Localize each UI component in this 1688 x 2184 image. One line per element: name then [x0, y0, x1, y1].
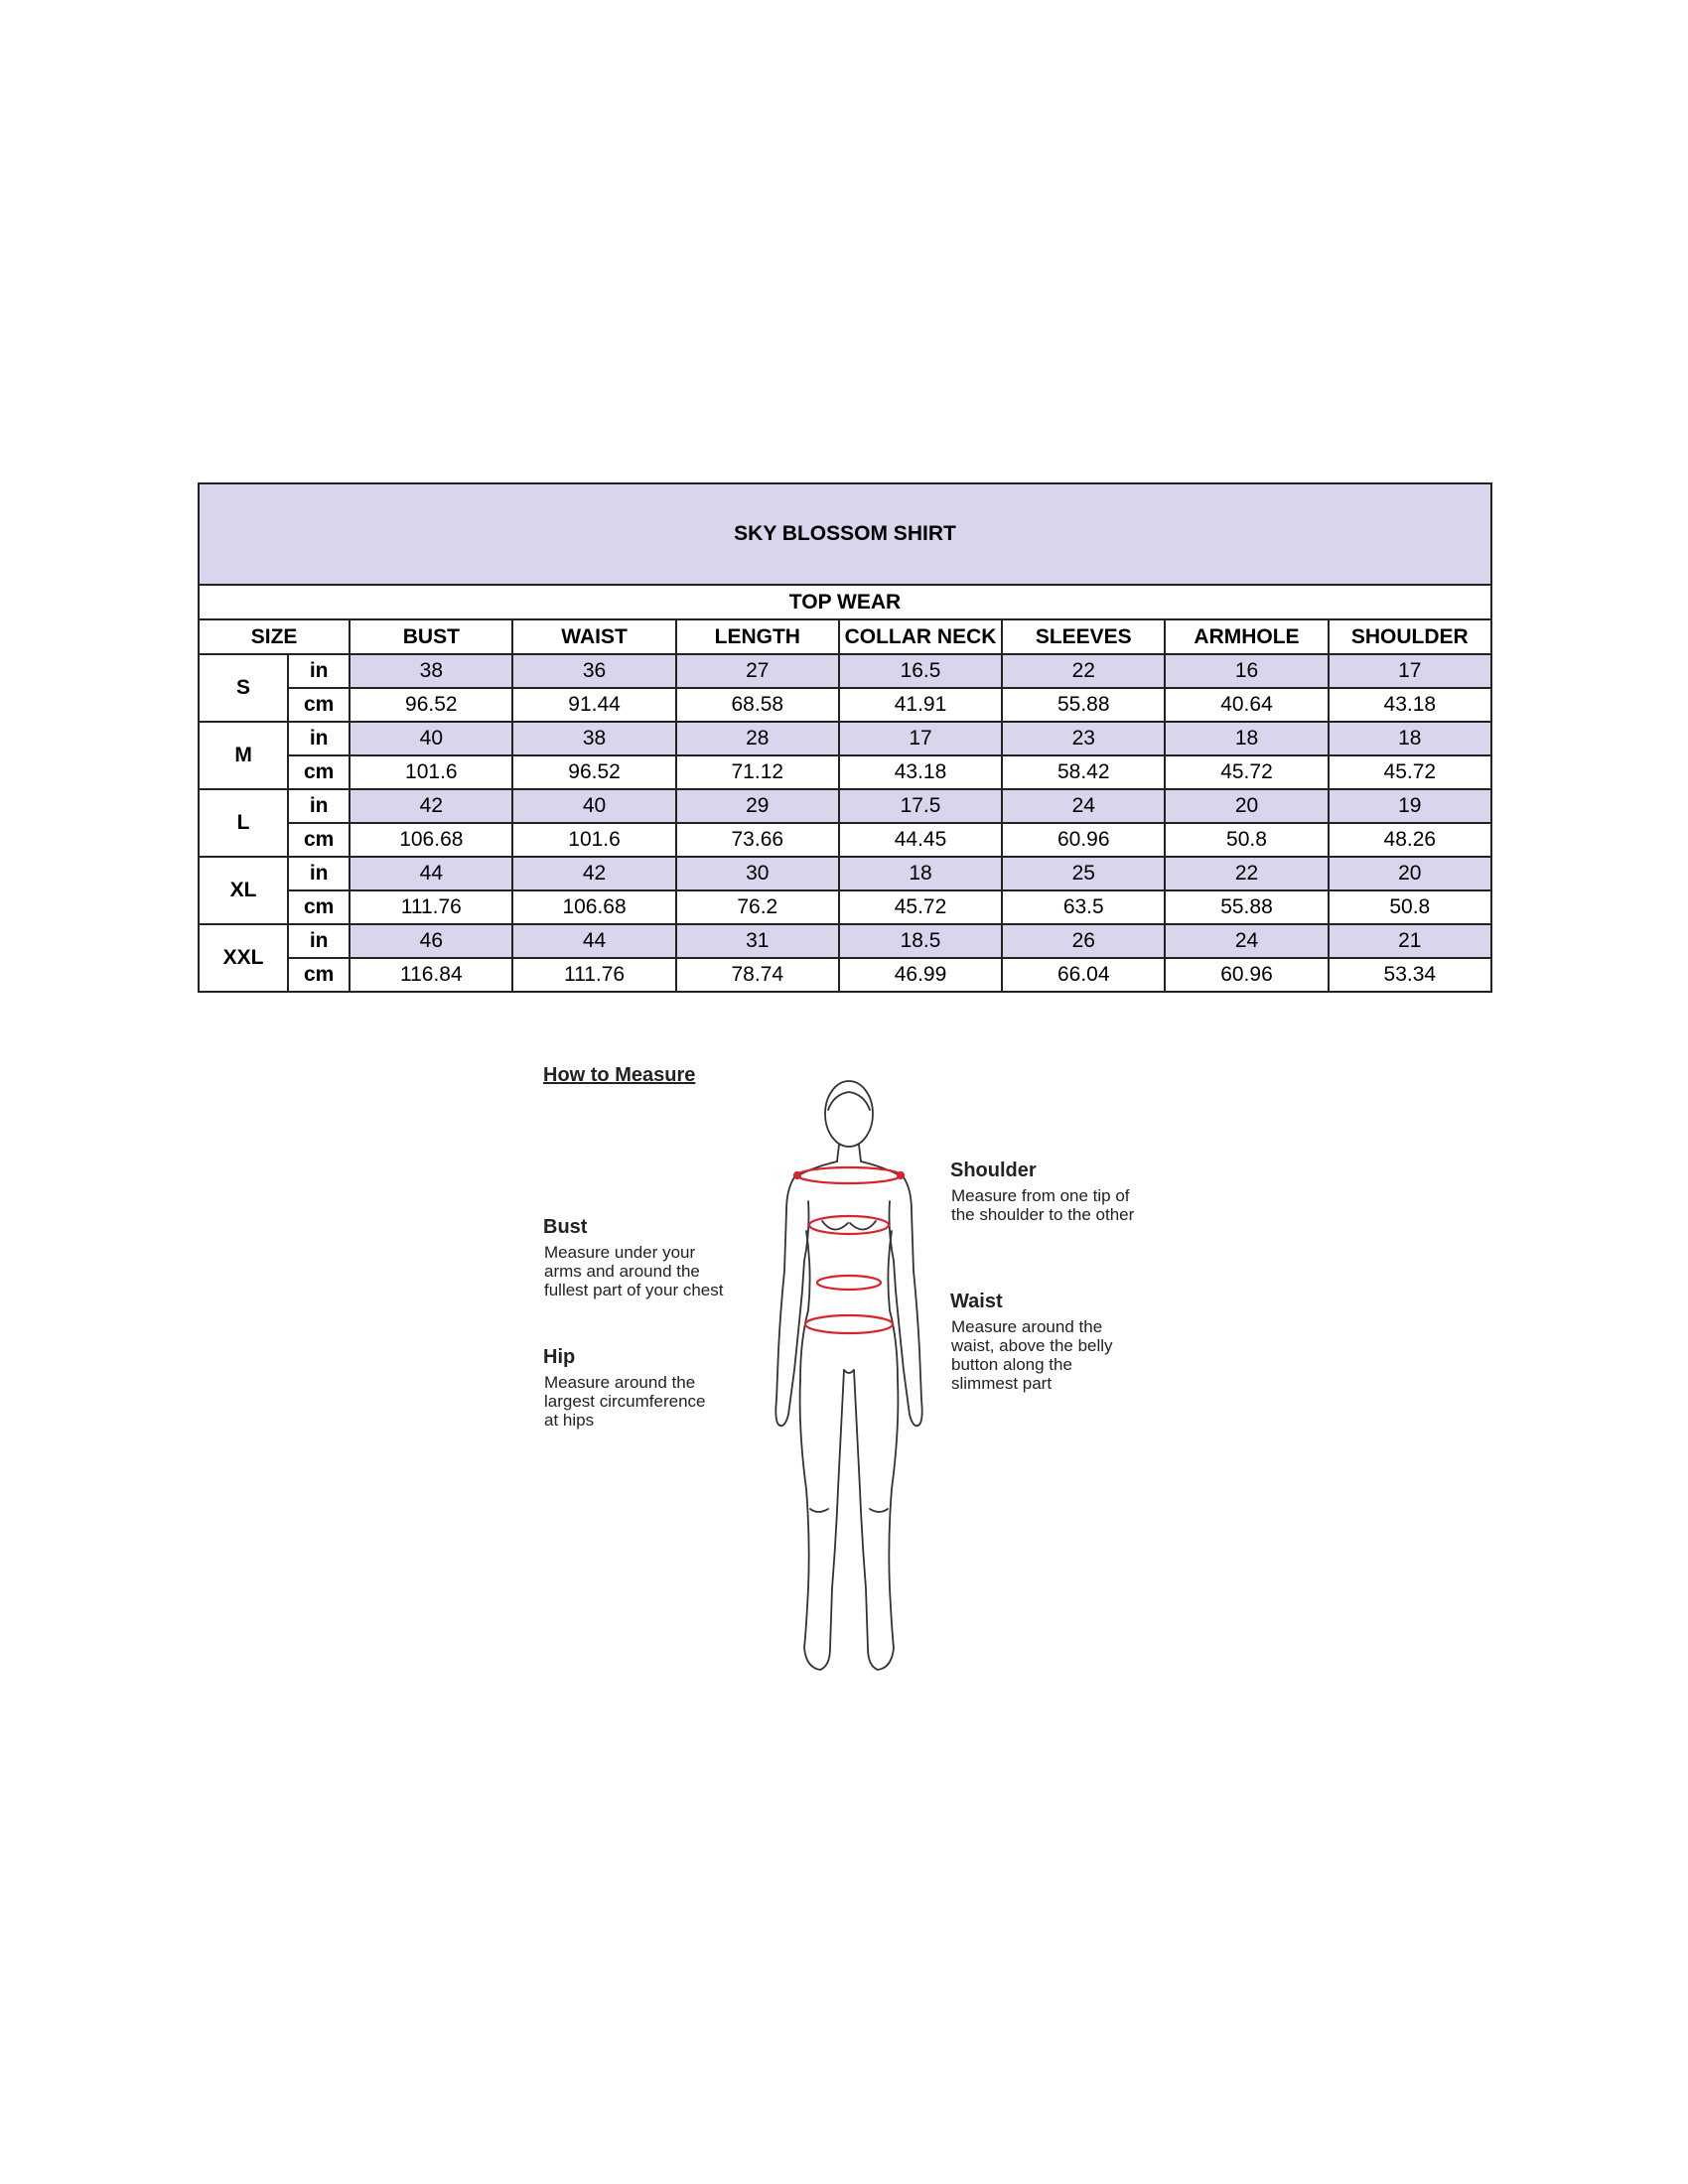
measurement-cell: 106.68	[350, 823, 512, 857]
measurement-cell: 50.8	[1329, 890, 1491, 924]
measurement-cell: 29	[676, 789, 839, 823]
table-row	[199, 722, 1491, 755]
measurement-cell: 43.18	[1329, 688, 1491, 722]
measurement-cell: 27	[676, 654, 839, 688]
measurement-cell: 44	[512, 924, 675, 958]
table-row	[199, 890, 1491, 924]
measurement-cell: 21	[1329, 924, 1491, 958]
waist-description: Measure around the waist, above the belly button along the slimmest part	[951, 1317, 1113, 1393]
column-header: BUST	[350, 619, 512, 654]
measurement-cell: 18	[1165, 722, 1328, 755]
measurement-cell: 76.2	[676, 890, 839, 924]
measurement-cell: 45.72	[1165, 755, 1328, 789]
table-row	[199, 924, 1491, 958]
column-header: WAIST	[512, 619, 675, 654]
unit-label: cm	[288, 890, 350, 924]
unit-label: in	[288, 789, 350, 823]
measurement-cell: 31	[676, 924, 839, 958]
unit-label: cm	[288, 688, 350, 722]
measurement-cell: 38	[350, 654, 512, 688]
measurement-cell: 40	[512, 789, 675, 823]
measurement-cell: 24	[1002, 789, 1165, 823]
measurement-cell: 111.76	[350, 890, 512, 924]
hip-description: Measure around the largest circumference at hips	[544, 1373, 706, 1430]
measurement-cell: 101.6	[350, 755, 512, 789]
hip-heading: Hip	[543, 1346, 576, 1368]
how-to-measure-guide	[536, 1052, 1172, 1698]
size-label: M	[199, 722, 288, 789]
section-title: TOP WEAR	[199, 585, 1491, 619]
measurement-cell: 101.6	[512, 823, 675, 857]
unit-label: in	[288, 924, 350, 958]
measurement-cell: 42	[350, 789, 512, 823]
shoulder-description: Measure from one tip of the shoulder to the other	[951, 1186, 1135, 1224]
measurement-cell: 38	[512, 722, 675, 755]
column-header: LENGTH	[676, 619, 839, 654]
measurement-cell: 111.76	[512, 958, 675, 992]
column-header: COLLAR NECK	[839, 619, 1002, 654]
table-row	[199, 789, 1491, 823]
measurement-cell: 24	[1165, 924, 1328, 958]
measurement-cell: 30	[676, 857, 839, 890]
measurement-cell: 66.04	[1002, 958, 1165, 992]
bust-heading: Bust	[543, 1216, 588, 1238]
measurement-cell: 16	[1165, 654, 1328, 688]
measurement-cell: 116.84	[350, 958, 512, 992]
measurement-cell: 22	[1002, 654, 1165, 688]
waist-heading: Waist	[950, 1291, 1003, 1312]
measurement-cell: 44.45	[839, 823, 1002, 857]
measurement-cell: 22	[1165, 857, 1328, 890]
measurement-cell: 18	[1329, 722, 1491, 755]
unit-label: cm	[288, 823, 350, 857]
measurement-cell: 45.72	[839, 890, 1002, 924]
measurement-cell: 43.18	[839, 755, 1002, 789]
measurement-cell: 68.58	[676, 688, 839, 722]
measurement-cell: 60.96	[1002, 823, 1165, 857]
measurement-cell: 63.5	[1002, 890, 1165, 924]
chart-title: SKY BLOSSOM SHIRT	[199, 483, 1491, 585]
measurement-cell: 26	[1002, 924, 1165, 958]
measurement-cell: 20	[1329, 857, 1491, 890]
unit-label: in	[288, 857, 350, 890]
measurement-cell: 41.91	[839, 688, 1002, 722]
measurement-cell: 55.88	[1002, 688, 1165, 722]
size-label: XL	[199, 857, 288, 924]
measurement-cell: 25	[1002, 857, 1165, 890]
table-row	[199, 958, 1491, 992]
measurement-cell: 40.64	[1165, 688, 1328, 722]
measurement-cell: 36	[512, 654, 675, 688]
measurement-cell: 48.26	[1329, 823, 1491, 857]
measurement-cell: 18	[839, 857, 1002, 890]
size-label: L	[199, 789, 288, 857]
measurement-cell: 46	[350, 924, 512, 958]
size-header: SIZE	[199, 619, 350, 654]
unit-label: in	[288, 722, 350, 755]
shoulder-heading: Shoulder	[950, 1160, 1037, 1181]
size-label: S	[199, 654, 288, 722]
measurement-cell: 40	[350, 722, 512, 755]
guide-title: How to Measure	[543, 1064, 696, 1086]
measurement-cell: 20	[1165, 789, 1328, 823]
measurement-cell: 50.8	[1165, 823, 1328, 857]
measurement-cell: 73.66	[676, 823, 839, 857]
measurement-cell: 46.99	[839, 958, 1002, 992]
unit-label: in	[288, 654, 350, 688]
column-header: ARMHOLE	[1165, 619, 1328, 654]
measurement-cell: 18.5	[839, 924, 1002, 958]
unit-label: cm	[288, 958, 350, 992]
measurement-cell: 28	[676, 722, 839, 755]
measurement-cell: 71.12	[676, 755, 839, 789]
measurement-cell: 42	[512, 857, 675, 890]
measurement-cell: 96.52	[512, 755, 675, 789]
column-header: SLEEVES	[1002, 619, 1165, 654]
column-header: SHOULDER	[1329, 619, 1491, 654]
measurement-cell: 23	[1002, 722, 1165, 755]
measurement-cell: 17.5	[839, 789, 1002, 823]
measurement-cell: 44	[350, 857, 512, 890]
table-row	[199, 755, 1491, 789]
table-row	[199, 654, 1491, 688]
measurement-cell: 53.34	[1329, 958, 1491, 992]
measurement-cell: 45.72	[1329, 755, 1491, 789]
measurement-cell: 106.68	[512, 890, 675, 924]
measurement-cell: 96.52	[350, 688, 512, 722]
measurement-cell: 58.42	[1002, 755, 1165, 789]
measurement-cell: 17	[839, 722, 1002, 755]
table-row	[199, 857, 1491, 890]
unit-label: cm	[288, 755, 350, 789]
measurement-cell: 16.5	[839, 654, 1002, 688]
bust-description: Measure under your arms and around the fullest part of your chest	[544, 1243, 724, 1299]
measurement-cell: 60.96	[1165, 958, 1328, 992]
measurement-cell: 17	[1329, 654, 1491, 688]
body-figure-illustration	[765, 1072, 933, 1688]
measurement-cell: 19	[1329, 789, 1491, 823]
measurement-cell: 55.88	[1165, 890, 1328, 924]
measurement-cell: 91.44	[512, 688, 675, 722]
size-chart-table	[198, 482, 1492, 993]
table-row	[199, 823, 1491, 857]
measurement-cell: 78.74	[676, 958, 839, 992]
table-row	[199, 688, 1491, 722]
size-label: XXL	[199, 924, 288, 992]
